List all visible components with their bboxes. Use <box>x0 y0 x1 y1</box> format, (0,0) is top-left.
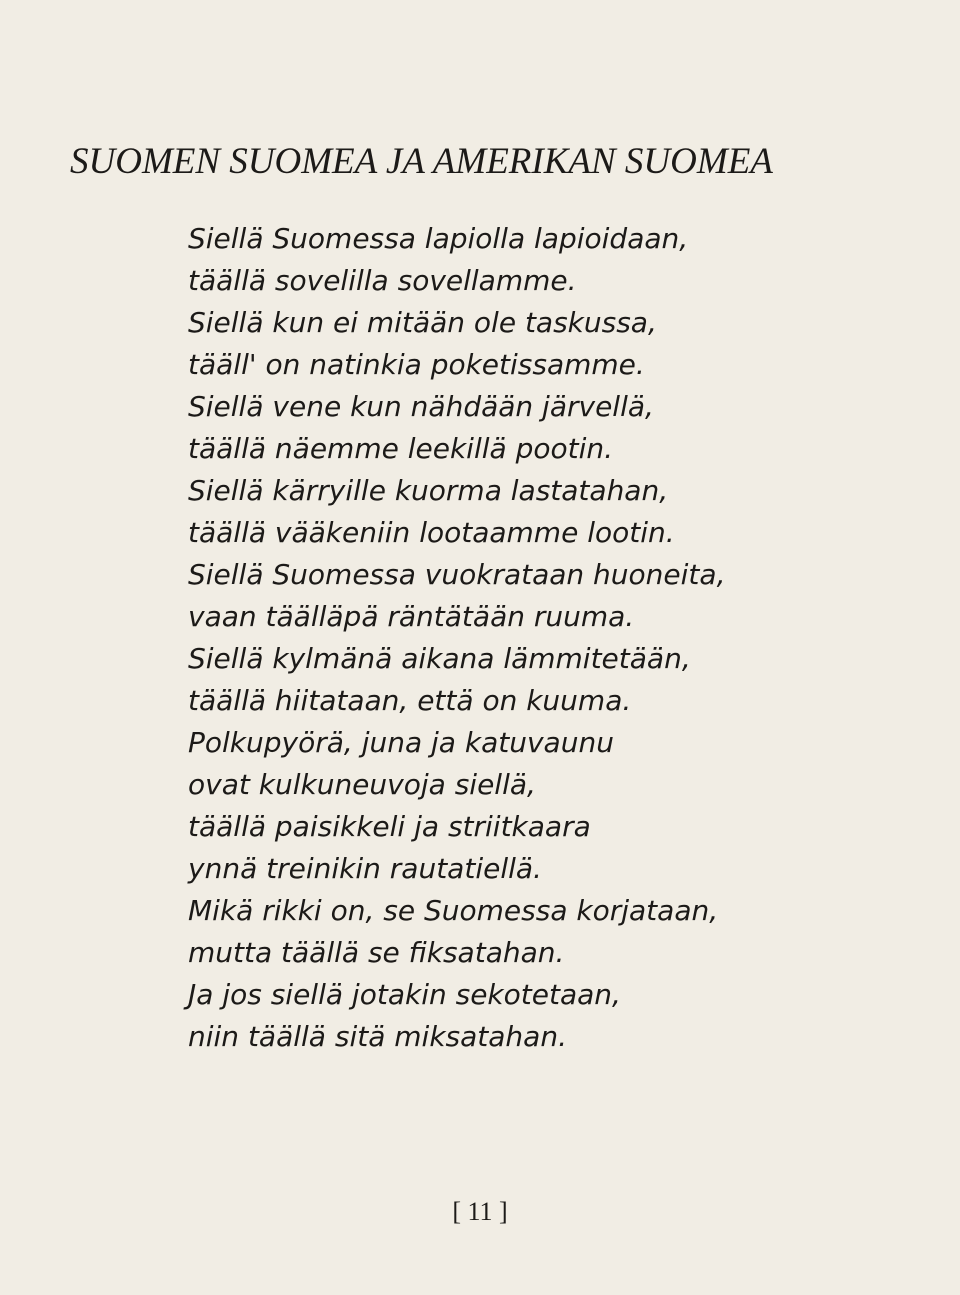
page-number: [ 11 ] <box>452 1197 508 1226</box>
poem-line: Siellä Suomessa vuokrataan huoneita, <box>188 558 726 591</box>
poem-line: vaan täälläpä räntätään ruuma. <box>188 600 635 633</box>
poem-line: ovat kulkuneuvoja siellä, <box>188 768 536 801</box>
poem-line: täällä paisikkeli ja striitkaara <box>188 810 591 843</box>
poem-line: täällä vääkeniin lootaamme lootin. <box>188 516 675 549</box>
poem-line: mutta täällä se fiksatahan. <box>188 936 565 969</box>
poem-line: täällä näemme leekillä pootin. <box>188 432 614 465</box>
poem-line: Polkupyörä, juna ja katuvaunu <box>188 726 614 759</box>
poem-line: Siellä kylmänä aikana lämmitetään, <box>188 642 691 675</box>
poem-line: Siellä kun ei mitään ole taskussa, <box>188 306 657 339</box>
poem-body <box>188 218 908 1058</box>
poem-line: Siellä kärryille kuorma lastatahan, <box>188 474 669 507</box>
poem-line: Siellä vene kun nähdään järvellä, <box>188 390 654 423</box>
poem-line: täällä hiitataan, että on kuuma. <box>188 684 632 717</box>
poem-line: tääll' on natinkia poketissamme. <box>188 348 645 381</box>
poem-line: Mikä rikki on, se Suomessa korjataan, <box>188 894 719 927</box>
poem-line: täällä sovelilla sovellamme. <box>188 264 577 297</box>
poem-title: SUOMEN SUOMEA JA AMERIKAN SUOMEA <box>70 141 773 182</box>
poem-line: Siellä Suomessa lapiolla lapioidaan, <box>188 222 689 255</box>
poem-line: Ja jos siellä jotakin sekotetaan, <box>188 978 621 1011</box>
poem-line: niin täällä sitä miksatahan. <box>188 1020 567 1053</box>
poem-line: ynnä treinikin rautatiellä. <box>188 852 542 885</box>
